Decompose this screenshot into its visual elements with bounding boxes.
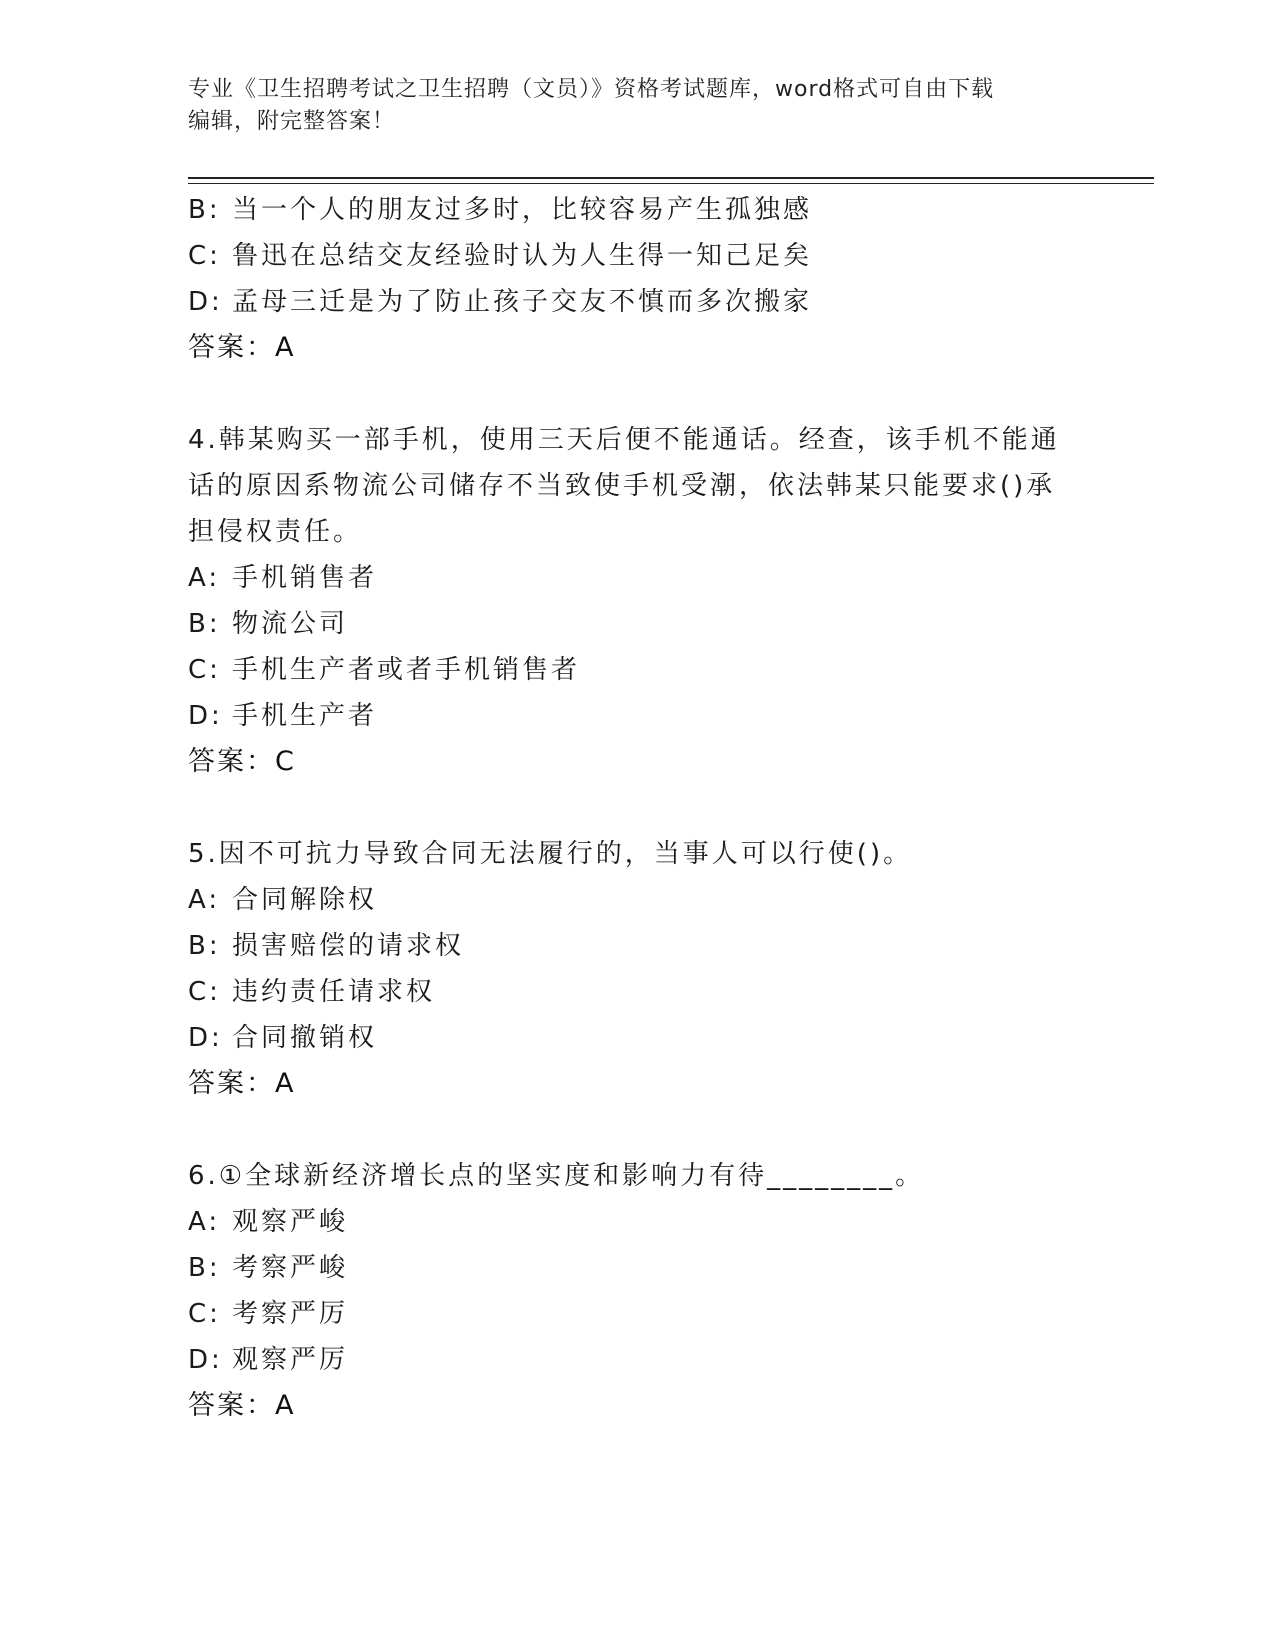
option-letter: A: [188,1207,221,1237]
option-d [188,1337,1088,1383]
question-6 [188,1153,1088,1429]
question-3 [188,187,1088,371]
option-d [188,1015,1088,1061]
option-b [188,923,1088,969]
option-b [188,187,1088,233]
stem-line: 6.①全球新经济增长点的坚实度和影响力有待________。 [188,1161,925,1191]
option-c [188,647,1088,693]
option-letter: C: [188,977,221,1007]
stem-line: 4.韩某购买一部手机，使用三天后便不能通话。经查，该手机不能通 [188,425,1060,455]
option-text: 违约责任请求权 [232,977,436,1007]
answer-line: 答案：A [188,1068,296,1099]
option-b [188,1245,1088,1291]
option-text: 损害赔偿的请求权 [232,931,465,961]
option-c [188,1291,1088,1337]
option-letter: B: [188,931,221,961]
question-stem [188,831,1068,877]
option-letter: B: [188,195,221,225]
option-letter: A: [188,885,221,915]
option-letter: B: [188,1253,221,1283]
option-a [188,877,1088,923]
stem-line: 5.因不可抗力导致合同无法履行的，当事人可以行使()。 [188,839,913,869]
header-rule-thin [188,183,1154,184]
spacer [188,371,1088,417]
stem-line: 话的原因系物流公司储存不当致使手机受潮，依法韩某只能要求()承 [188,471,1056,501]
answer-line: 答案：C [188,746,296,777]
option-a [188,555,1088,601]
option-c [188,969,1088,1015]
header-line-2: 编辑，附完整答案！ [188,109,396,134]
option-text: 手机销售者 [232,563,378,593]
option-text: 合同撤销权 [232,1023,378,1053]
option-letter: D: [188,1023,223,1053]
option-text: 观察严峻 [232,1207,349,1237]
option-letter: D: [188,287,223,317]
question-stem [188,417,1068,555]
answer-line: 答案：A [188,1390,296,1421]
header-line-1: 专业《卫生招聘考试之卫生招聘（文员）》资格考试题库，word格式可自由下载 [188,77,995,102]
option-letter: A: [188,563,221,593]
question-4 [188,417,1088,785]
answer-line: 答案：A [188,332,296,363]
spacer [188,1107,1088,1153]
option-text: 考察严峻 [232,1253,349,1283]
option-letter: D: [188,1345,223,1375]
option-a [188,1199,1088,1245]
spacer [188,785,1088,831]
option-text: 鲁迅在总结交友经验时认为人生得一知己足矣 [232,241,813,271]
option-text: 物流公司 [232,609,349,639]
stem-line: 担侵权责任。 [188,517,363,547]
option-d [188,693,1088,739]
header-rule-thick [188,177,1154,179]
option-letter: B: [188,609,221,639]
option-text: 孟母三迁是为了防止孩子交友不慎而多次搬家 [232,287,813,317]
option-letter: C: [188,241,221,271]
option-b [188,601,1088,647]
option-text: 合同解除权 [232,885,378,915]
question-5 [188,831,1088,1107]
document-header [188,74,1068,138]
option-d [188,279,1088,325]
option-letter: D: [188,701,223,731]
option-text: 考察严厉 [232,1299,349,1329]
option-text: 手机生产者 [232,701,378,731]
option-letter: C: [188,1299,221,1329]
option-text: 当一个人的朋友过多时，比较容易产生孤独感 [232,195,813,225]
option-letter: C: [188,655,221,685]
question-list [188,187,1088,1429]
option-c [188,233,1088,279]
question-stem [188,1153,1068,1199]
option-text: 手机生产者或者手机销售者 [232,655,581,685]
option-text: 观察严厉 [232,1345,349,1375]
